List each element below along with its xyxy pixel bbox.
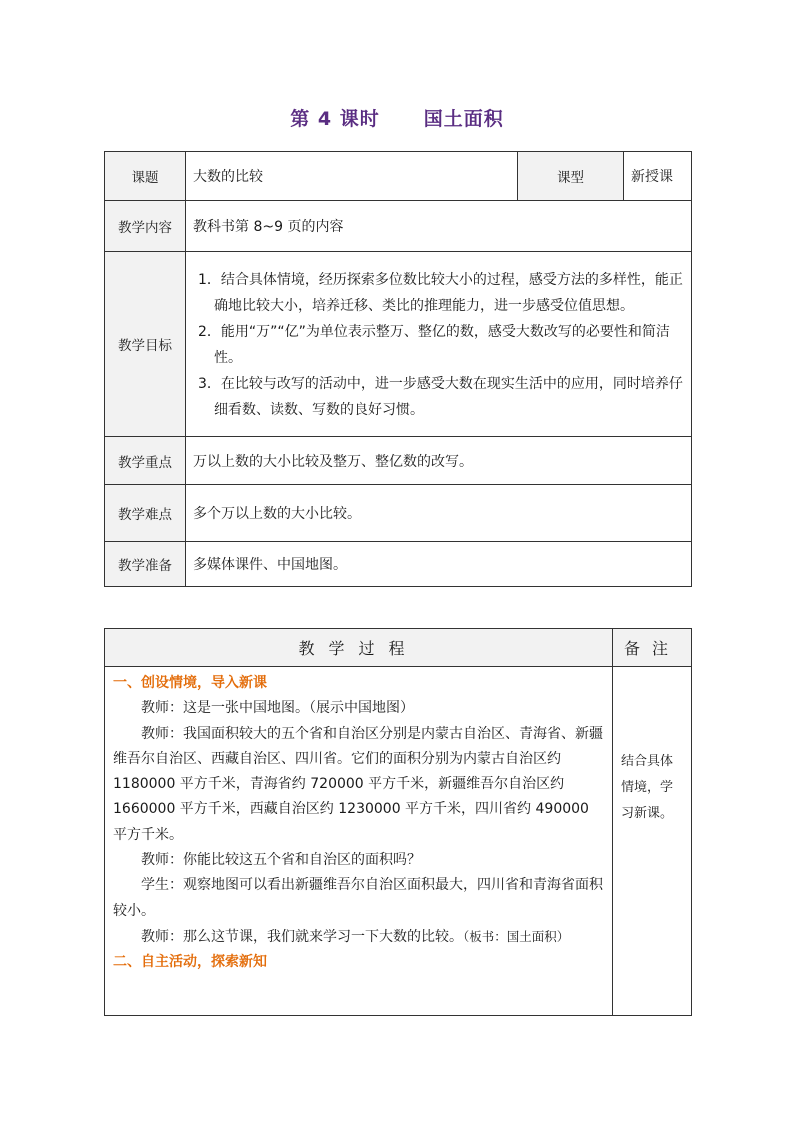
section-title: 一、创设情境，导入新课 (113, 675, 267, 691)
lesson-info-table (104, 151, 692, 587)
dialogue-paragraph: 学生：观察地图可以看出新疆维吾尔自治区面积最大，四川省和青海省面积较小。 (113, 877, 603, 919)
goal-item: 1．结合具体情境，经历探索多位数比较大小的过程，感受方法的多样性，能正确地比较大小，培养迁移、类比的推理能力，进一步感受位值思想。 (198, 271, 683, 314)
notes-header: 备注 (613, 629, 692, 667)
process-content (105, 667, 613, 1016)
goals-list (186, 252, 692, 437)
teaching-process-table (104, 628, 692, 1016)
key-point-row (105, 437, 692, 485)
key-point-value: 万以上数的大小比较及整万、整亿数的改写。 (186, 437, 692, 485)
difficulty-label: 教学难点 (105, 485, 186, 542)
preparation-row (105, 542, 692, 587)
process-header: 教学过程 (105, 629, 613, 667)
process-header-row (105, 629, 692, 667)
dialogue-text: 教师：那么这节课，我们就来学习一下大数的比较。 (141, 928, 463, 945)
topic-value: 大数的比较 (186, 152, 518, 201)
process-body-row (105, 667, 692, 1016)
goal-item: 2．能用“万”“亿”为单位表示整万、整亿的数，感受大数改写的必要性和简洁性。 (198, 323, 670, 366)
page-title-lesson: 第 4 课时 (290, 108, 380, 130)
preparation-value: 多媒体课件、中国地图。 (186, 542, 692, 587)
dialogue-paragraph (113, 924, 606, 950)
type-label: 课型 (518, 152, 624, 201)
goal-item: 3．在比较与改写的活动中，进一步感受大数在现实生活中的应用，同时培养仔细看数、读数、写数的良好习惯。 (198, 375, 683, 418)
type-value: 新授课 (624, 152, 692, 201)
key-point-label: 教学重点 (105, 437, 186, 485)
dialogue-paragraph: 教师：我国面积较大的五个省和自治区分别是内蒙古自治区、青海省、新疆维吾尔自治区、西藏自治区、四川省。它们的面积分别为内蒙古自治区约 1180000 平方千米，青海省约 720000 平方千米，新疆维吾尔自治区约 1660000 平方千米，西藏自治区约 1230000 平方千米，四川省约 490000 平方千米。 (113, 725, 603, 843)
content-row (105, 201, 692, 252)
goals-label: 教学目标 (105, 252, 186, 437)
goals-row (105, 252, 692, 437)
page-title-topic: 国土面积 (423, 108, 504, 130)
difficulty-value: 多个万以上数的大小比较。 (186, 485, 692, 542)
dialogue-paragraph: 教师：你能比较这五个省和自治区的面积吗？ (141, 852, 421, 869)
content-label: 教学内容 (105, 201, 186, 252)
note-cell: 结合具体情境，学习新课。 (613, 667, 692, 1016)
content-value: 教科书第 8~9 页的内容 (186, 201, 692, 252)
difficulty-row (105, 485, 692, 542)
page-title (0, 104, 794, 131)
board-note: （板书：国土面积） (463, 928, 570, 944)
section-title: 二、自主活动，探索新知 (113, 954, 267, 971)
topic-row (105, 152, 692, 201)
topic-label: 课题 (105, 152, 186, 201)
dialogue-paragraph: 教师：这是一张中国地图。（展示中国地图） (141, 700, 414, 717)
preparation-label: 教学准备 (105, 542, 186, 587)
